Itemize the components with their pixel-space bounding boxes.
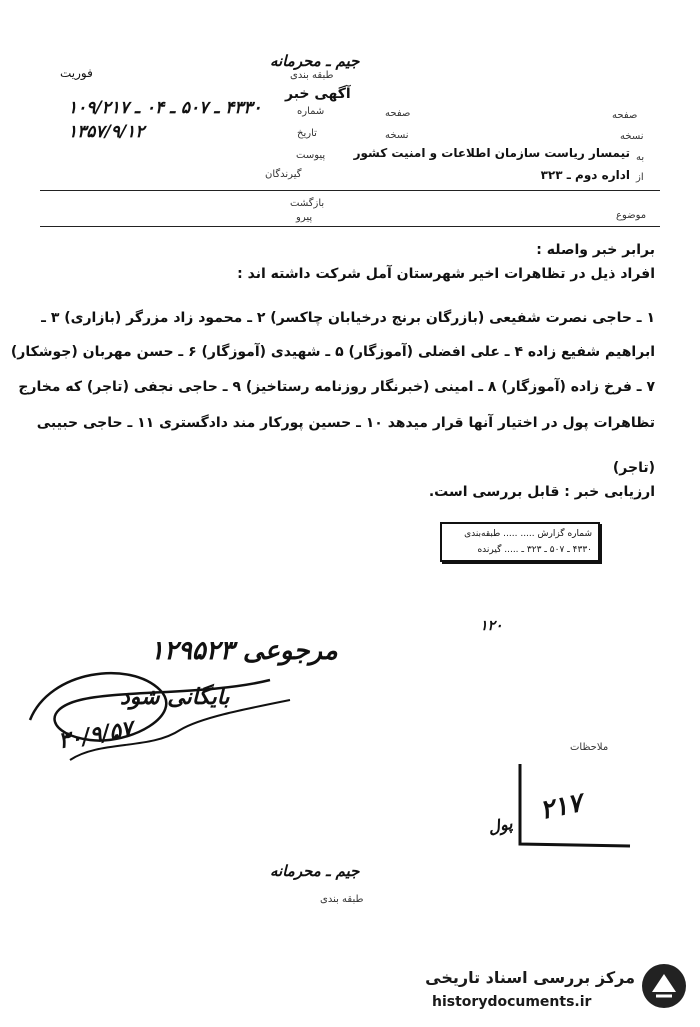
remarks-label: ملاحظات [570, 742, 609, 753]
header-divider [40, 190, 660, 191]
urgency-label: فوریت [60, 66, 93, 80]
handwritten-note-line-2: بایگانی شود [120, 684, 230, 710]
footer-classification: طبقه بندی [320, 894, 364, 905]
stamp-row-1: شماره گزارش ..... ..... طبقه‌بندی [464, 529, 592, 539]
body-line-1: برابر خبر واصله : [536, 242, 655, 258]
document-subtitle: آگهی خبر [285, 86, 351, 102]
box-stamp-word: پول [486, 813, 515, 838]
to-label: به [636, 152, 645, 163]
number-label: شماره [297, 106, 325, 117]
recipients-label: گیرندگان [265, 169, 302, 180]
return-label: بازگشت [290, 198, 325, 209]
handwritten-signature [10, 650, 300, 780]
body-line-6: تظاهرات پول در اختیار آنها قرار میدهد ۱۰ ـ حسین پورکار مند دادگستری ۱۱ ـ حاجی حبیبی [36, 415, 655, 431]
handwritten-note-line-1: مرجوعی ۱۲۹۵۲۳ [150, 636, 338, 666]
copy-label-right: نسخه [620, 131, 644, 142]
body-line-8: ارزیابی خبر : قابل بررسی است. [428, 484, 655, 500]
classification-label: طبقه بندی [290, 70, 334, 81]
body-line-4: ابراهیم شفیع زاده ۴ ـ علی افضلی (آموزگار) ۵ ـ شهیدی (آموزگار) ۶ ـ حسن مهربان (جوشکار) [10, 344, 655, 360]
page-label: صفحه [385, 108, 411, 119]
box-stamp-number: ۲۱۷ [537, 787, 585, 827]
page-label-right: صفحه [612, 110, 638, 121]
followup-label: پیرو [296, 212, 313, 223]
stamp-row-2: ۴۳۳۰ ـ ۵۰۷ ـ ۳۲۳ ـ ..... گیرنده [477, 545, 592, 555]
subject-label: موضوع [616, 210, 647, 221]
to-value: تیمسار ریاست سازمان اطلاعات و امنیت کشور [353, 146, 630, 160]
watermark-url: historydocuments.ir [432, 994, 592, 1010]
document-number: ۴۳۳۰ ـ ۵۰۷ ـ ۰۴ ـ ۱۰۹/۲۱۷ [68, 98, 262, 118]
watermark-name: مرکز بررسی اسناد تاریخی [425, 968, 635, 987]
registration-stamp [440, 522, 600, 562]
handwritten-note-line-3: ۳۰/۹/۵۷ [56, 715, 135, 755]
side-mark: ۱۲۰ [480, 618, 503, 634]
subject-divider [40, 226, 660, 227]
document-title: جیم ـ محرمانه [270, 52, 360, 70]
footer-title: جیم ـ محرمانه [270, 862, 360, 880]
body-line-3: ۱ ـ حاجی نصرت شفیعی (بازرگان برنج درخیابان چاکسر) ۲ ـ محمود زاد مزرگر (بازاری) ۳ ـ [41, 310, 655, 326]
copy-label: نسخه [385, 130, 409, 141]
from-label: از [636, 172, 644, 183]
from-value: اداره دوم ـ ۳۲۳ [540, 168, 630, 182]
body-line-5: ۷ ـ فرخ زاده (آموزگار) ۸ ـ امینی (خبرنگار روزنامه رستاخیز) ۹ ـ حاجی نجفی (تاجر) که مخارج [18, 379, 655, 395]
body-line-7: (تاجر) [612, 460, 655, 476]
date-label: تاریخ [297, 128, 317, 139]
document-date: ۱۳۵۷/۹/۱۲ [68, 122, 145, 142]
attachment-label: پیوست [296, 150, 326, 161]
watermark-logo-icon [640, 962, 688, 1010]
body-line-2: افراد ذیل در تظاهرات اخیر شهرستان آمل شرکت داشته اند : [237, 266, 655, 282]
